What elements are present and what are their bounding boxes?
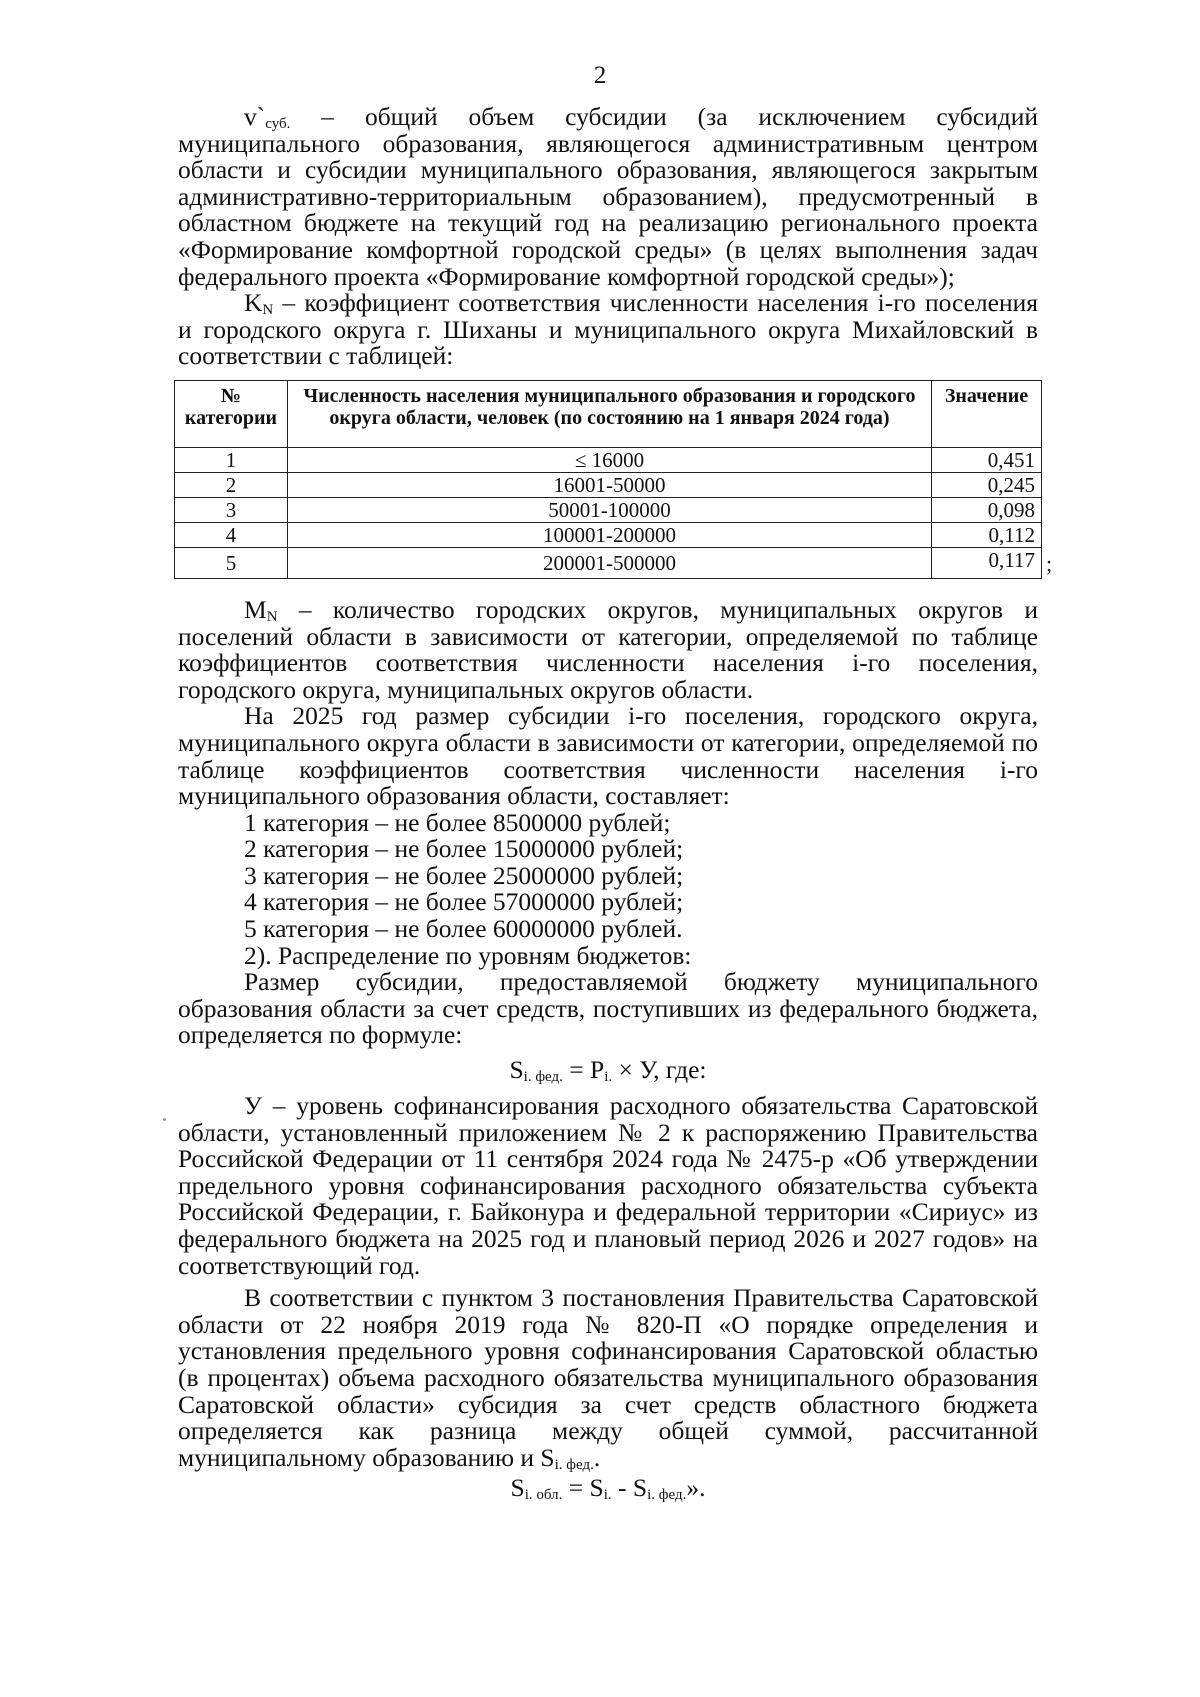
list-item: 3 категория – не более 25000000 рублей; bbox=[244, 860, 684, 890]
formula-subscript: i. фед. bbox=[523, 1069, 563, 1086]
table-row bbox=[175, 497, 1042, 522]
paragraph-subsidy-2025: На 2025 год размер субсидии i-го поселения, городского округа, муниципального округа области в зависимости от категории, определяемой по таблице коэффициентов соответствия численности населения i-го муниципального образования области, составляет: bbox=[178, 701, 1038, 811]
document-body bbox=[178, 102, 1053, 1529]
list-item: 4 категория – не более 57000000 рублей; bbox=[244, 887, 684, 917]
symbol-v: v` bbox=[244, 102, 266, 131]
cell-value: 0,098 bbox=[932, 497, 1042, 522]
header-value: Значение bbox=[932, 380, 1042, 447]
symbol-v-subscript: суб. bbox=[265, 116, 291, 132]
cell-population: 200001-500000 bbox=[287, 547, 931, 578]
formula-text: = S bbox=[562, 1473, 604, 1503]
table-wrapper bbox=[178, 380, 1053, 579]
cell-value: 0,117 bbox=[932, 547, 1042, 578]
list-item: 5 категория – не более 60000000 рублей. bbox=[244, 914, 683, 944]
header-category: № категории bbox=[175, 380, 288, 447]
formula-subscript: i. bbox=[604, 1069, 613, 1086]
cell-population: 50001-100000 bbox=[287, 497, 931, 522]
cell-category: 2 bbox=[175, 472, 288, 497]
table-trailing-semicolon: ; bbox=[1046, 550, 1053, 576]
scan-speck bbox=[163, 1118, 166, 1121]
table-row bbox=[175, 447, 1042, 472]
cell-population: 100001-200000 bbox=[287, 522, 931, 547]
cell-value: 0,112 bbox=[932, 522, 1042, 547]
list-item: 1 категория – не более 8500000 рублей; bbox=[244, 807, 671, 837]
paragraph-text: . bbox=[593, 1442, 601, 1472]
paragraph-text: В соответствии с пунктом 3 постановления Правительства Саратовской области от 22 ноября 2019 года № 820-П «О порядке определения и установления предельного уровня софинансирования Саратовской областью (в процентах) объема расходного обязательства муниципального образования Саратовской области» субсидия за счет средств областного бюджета определяется как разница между общей суммой, рассчитанной муниципальному образованию и S bbox=[178, 1283, 1038, 1472]
paragraph-subsidy-volume bbox=[178, 104, 1038, 290]
header-population: Численность населения муниципального образования и городского округа области, человек (по состоянию на 1 января 2024 года) bbox=[287, 380, 931, 447]
formula-subscript: i. фед. bbox=[554, 1456, 594, 1473]
paragraph-regional-budget bbox=[178, 1285, 1038, 1471]
symbol-m-subscript: N bbox=[266, 608, 278, 625]
paragraph-municipality-count bbox=[178, 594, 1038, 704]
page-number: 2 bbox=[593, 62, 607, 89]
paragraph-subsidy-size: Размер субсидии, предоставляемой бюджету муниципального образования области за счет средств, поступивших из федерального бюджета, определяется по формуле: bbox=[178, 967, 1038, 1050]
cell-population: 16001-50000 bbox=[287, 472, 931, 497]
cell-value: 0,451 bbox=[932, 447, 1042, 472]
formula-text: × У, где: bbox=[612, 1055, 707, 1085]
table-row bbox=[175, 472, 1042, 497]
formula-regional-subsidy bbox=[178, 1473, 1038, 1503]
formula-subscript: i. фед. bbox=[647, 1487, 687, 1504]
table-row bbox=[175, 547, 1042, 578]
paragraph-cofinancing-level: У – уровень софинансирования расходного обязательства Саратовской области, установленный приложением № 2 к распоряжению Правительства Российской Федерации от 11 сентября 2024 года № 2475-р «Об утверждении предельного уровня софинансирования расходного обязательства субъекта Российской Федерации, г. Байконура и федеральной территории «Сириус» из федерального бюджета на 2025 год и плановый период 2026 и 2027 годов» на соответствующий год. bbox=[178, 1091, 1038, 1280]
section-heading-budget-levels: 2). Распределение по уровням бюджетов: bbox=[244, 940, 692, 970]
formula-text: S bbox=[509, 1055, 524, 1085]
table-header-row bbox=[175, 380, 1042, 447]
formula-text: ». bbox=[686, 1473, 706, 1503]
paragraph-text: – количество городских округов, муниципальных округов и поселений области в зависимости от категории, определяемой по таблице коэффициентов соответствия численности населения i-го поселения, городского округа, муниципальных округов области. bbox=[178, 594, 1038, 704]
symbol-m: M bbox=[244, 594, 267, 624]
paragraph-text: – общий объем субсидии (за исключением субсидий муниципального образования, являющегося административным центром области и субсидии муниципального образования, являющегося закрытым административно-территориальным образованием), предусмотренный в областном бюджете на текущий год на реализацию регионального проекта «Формирование комфортной городской среды» (в целях выполнения задач федерального проекта «Формирование комфортной городской среды»); bbox=[178, 102, 1038, 291]
paragraph-coefficient bbox=[178, 290, 1038, 370]
symbol-k-subscript: N bbox=[262, 302, 274, 319]
cell-category: 1 bbox=[175, 447, 288, 472]
cell-category: 5 bbox=[175, 547, 288, 578]
cell-value: 0,245 bbox=[932, 472, 1042, 497]
formula-text: = P bbox=[562, 1055, 605, 1085]
cell-population: ≤ 16000 bbox=[287, 447, 931, 472]
formula-federal-subsidy bbox=[178, 1055, 1038, 1085]
formula-subscript: i. обл. bbox=[524, 1487, 563, 1504]
cell-category: 4 bbox=[175, 522, 288, 547]
table-row bbox=[175, 522, 1042, 547]
paragraph-text: – коэффициент соответствия численности населения i-го поселения и городского округа г. Шиханы и муниципального округа Михайловский в соответствии с таблицей: bbox=[178, 288, 1038, 371]
formula-text: S bbox=[510, 1473, 525, 1503]
symbol-k: K bbox=[244, 288, 263, 318]
cell-category: 3 bbox=[175, 497, 288, 522]
population-coefficient-table bbox=[174, 380, 1042, 579]
formula-subscript: i. bbox=[603, 1487, 612, 1504]
list-item: 2 категория – не более 15000000 рублей; bbox=[244, 834, 684, 864]
category-limits-list bbox=[178, 807, 1038, 944]
formula-text: - S bbox=[611, 1473, 648, 1503]
